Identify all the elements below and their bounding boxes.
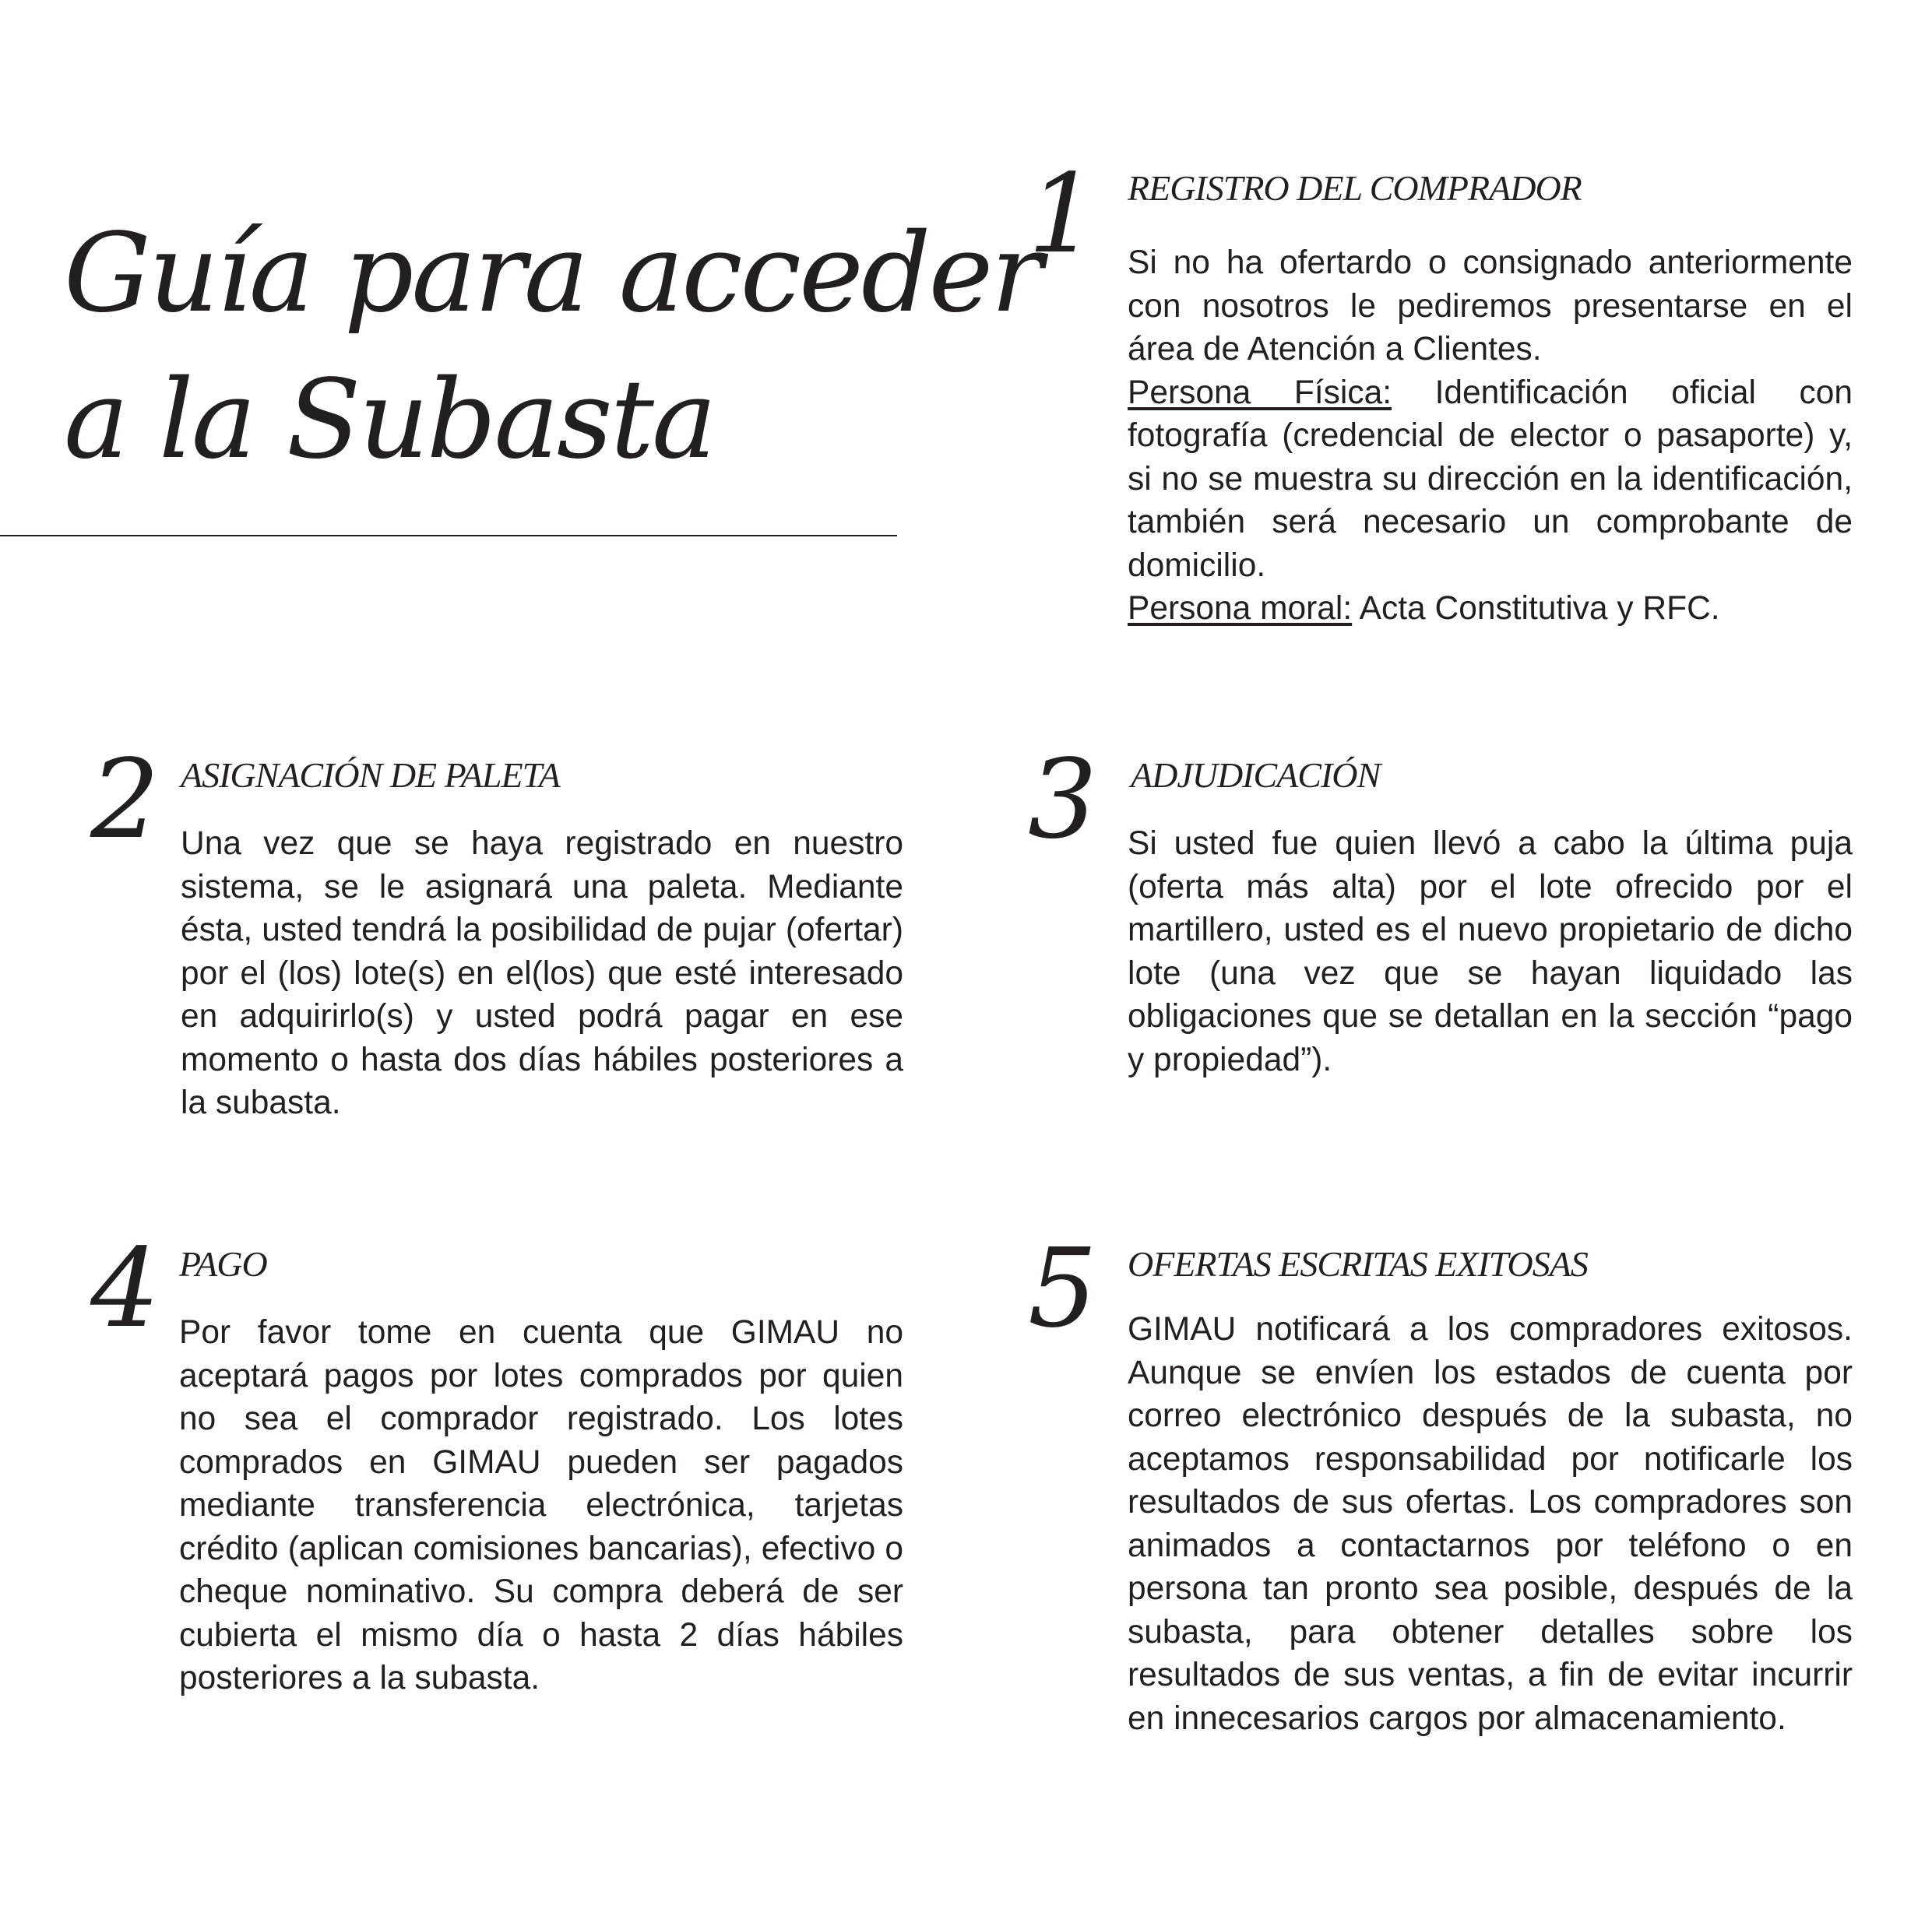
step-body-2: Una vez que se haya registrado en nuestro sistema, se le asignará una paleta. Mediante ésta, usted tendrá la posibilidad de pujar (ofertar) por el (los) lote(s) en el(los) que esté interesado en adquirirlo(s) y usted podrá pagar en ese momento o hasta dos días hábiles posteriores a la subasta. xyxy=(181,825,903,1121)
step-body-5: GIMAU notificará a los compradores exitosos. Aunque se envíen los estados de cuenta por correo electrónico después de la subasta, no aceptamos responsabilidad por notificarle los resultados de sus ofertas. Los compradores son animados a contactarnos por teléfono o en persona tan pronto sea posible, después de la subasta, para obtener detalles sobre los resultados de sus ventas, a fin de evitar incurrir en innecesarios cargos por almacenamiento. xyxy=(1128,1311,1853,1737)
persona-moral-label: Persona moral: xyxy=(1128,590,1353,627)
step-heading-3: ADJUDICACIÓN xyxy=(1131,755,1381,795)
page-title-line-1: Guía para acceder xyxy=(64,210,1041,337)
page-title xyxy=(64,201,1041,494)
step-number-5: 5 xyxy=(1028,1225,1098,1352)
persona-fisica-text: Identificación oficial con fotografía (credencial de elector o pasaporte) y, si no se muestra su dirección en la identificación, también será necesario un comprobante de domicilio. xyxy=(1128,374,1853,584)
step-1-persona-moral xyxy=(1128,587,1853,631)
step-heading-5: OFERTAS ESCRITAS EXITOSAS xyxy=(1128,1244,1588,1284)
step-heading-2: ASIGNACIÓN DE PALETA xyxy=(181,755,560,795)
step-number-4: 4 xyxy=(90,1225,160,1352)
step-1-persona-fisica xyxy=(1128,371,1853,588)
step-number-1: 1 xyxy=(1028,151,1098,278)
step-body-4: Por favor tome en cuenta que GIMAU no aceptará pagos por lotes comprados por quien no sea el comprador registrado. Los lotes comprados en GIMAU pueden ser pagados mediante transferencia electrónica, tarjetas crédito (aplican comisiones bancarias), efectivo o cheque nominativo. Su compra deberá de ser cubierta el mismo día o hasta 2 días hábiles posteriores a la subasta. xyxy=(179,1314,903,1696)
step-heading-1: REGISTRO DEL COMPRADOR xyxy=(1128,168,1582,208)
step-1-intro: Si no ha ofertardo o consignado anteriormente con nosotros le pediremos presentarse en el área de Atención a Clientes. xyxy=(1128,244,1853,367)
title-divider xyxy=(0,535,897,536)
step-body-1 xyxy=(1128,241,1853,631)
persona-fisica-label: Persona Física: xyxy=(1128,374,1392,411)
step-number-3: 3 xyxy=(1028,737,1098,863)
page-title-line-2: a la Subasta xyxy=(64,357,715,483)
persona-moral-text: Acta Constitutiva y RFC. xyxy=(1352,590,1720,627)
step-heading-4: PAGO xyxy=(179,1244,267,1284)
step-number-2: 2 xyxy=(90,737,160,863)
step-body-3: Si usted fue quien llevó a cabo la última puja (oferta más alta) por el lote ofrecido por el martillero, usted es el nuevo propietario de dicho lote (una vez que se hayan liquidado las obligaciones que se detallan en la sección “pago y propiedad”). xyxy=(1128,825,1853,1078)
